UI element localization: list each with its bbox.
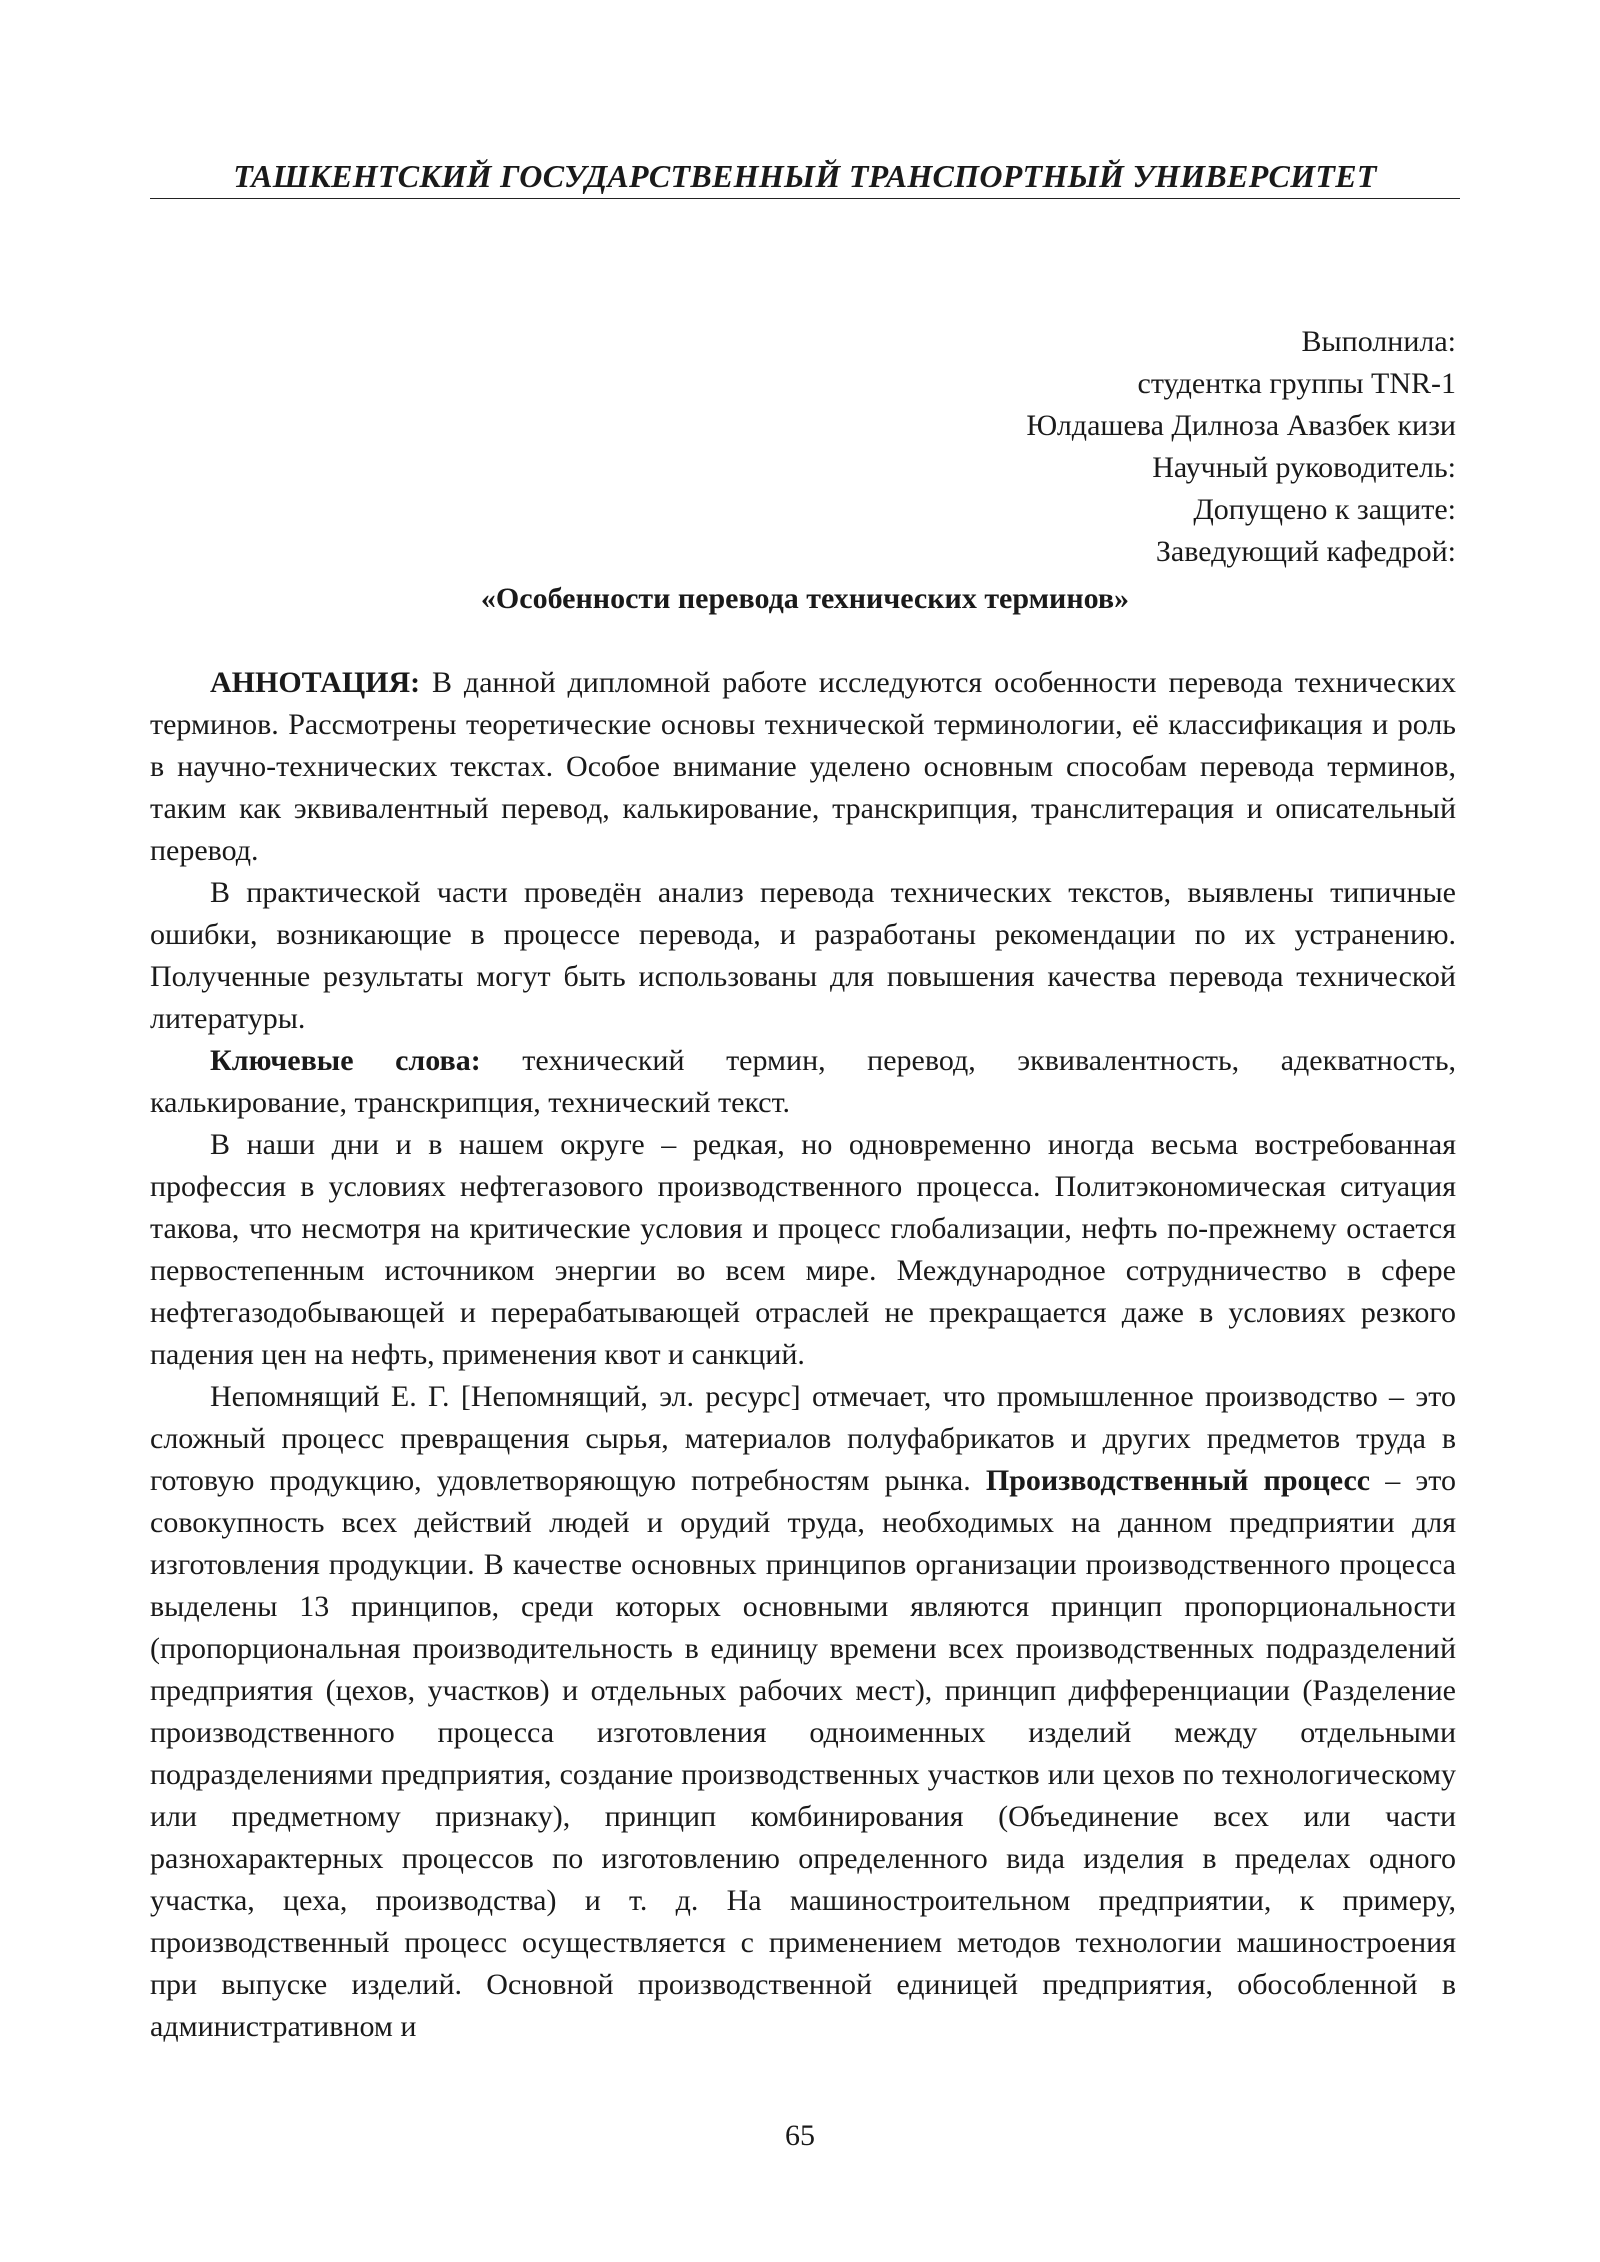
- keywords-label: Ключевые слова:: [210, 1044, 481, 1077]
- performed-by-label: Выполнила:: [1301, 325, 1456, 358]
- paper-title: «Особенности перевода технических терминов»: [480, 582, 1130, 615]
- university-header: ТАШКЕНТСКИЙ ГОСУДАРСТВЕННЫЙ ТРАНСПОРТНЫЙ УНИВЕРСИТЕТ: [233, 158, 1377, 194]
- header-divider: [150, 198, 1460, 199]
- annotation-text: В данной дипломной работе исследуются особенности перевода технических терминов. Рассмотрены теоретические основы технической терминологии, её классификация и роль в научно-технических текстах. Особое внимание уделено основным способам перевода терминов, таким как эквивалентный перевод, калькирование, транскрипция, транслитерация и описательный перевод.: [150, 666, 1456, 867]
- student-group: студентка группы TNR-1: [1137, 367, 1456, 400]
- supervisor-label: Научный руководитель:: [1152, 451, 1456, 484]
- annotation-paragraph: [150, 662, 1456, 872]
- student-name: Юлдашева Дилноза Авазбек кизи: [1026, 409, 1456, 442]
- admitted-label: Допущено к защите:: [1193, 493, 1456, 526]
- keywords-paragraph: [150, 1040, 1456, 1124]
- keywords-text: технический термин, перевод, эквивалентность, адекватность, калькирование, транскрипция, технический текст.: [150, 1044, 1456, 1119]
- oil-industry-paragraph: В наши дни и в нашем округе – редкая, но одновременно иногда весьма востребованная профессия в условиях нефтегазового производственного процесса. Политэкономическая ситуация такова, что несмотря на критические условия и процесс глобализации, нефть по-прежнему остается первостепенным источником энергии во всем мире. Международное сотрудничество в сфере нефтегазодобывающей и перерабатывающей отраслей не прекращается даже в условиях резкого падения цен на нефть, применения квот и санкций.: [150, 1128, 1456, 1371]
- head-of-department-label: Заведующий кафедрой:: [1155, 535, 1456, 568]
- author-info-block: [700, 321, 1456, 573]
- page-number: 65: [785, 2119, 815, 2152]
- production-bold-term: Производственный процесс: [985, 1464, 1371, 1497]
- production-process-paragraph: [150, 1376, 1456, 2048]
- practical-paragraph: В практической части проведён анализ перевода технических текстов, выявлены типичные ошибки, возникающие в процессе перевода, и разработаны рекомендации по их устранению. Полученные результаты могут быть использованы для повышения качества перевода технической литературы.: [150, 876, 1456, 1035]
- production-text-after: – это совокупность всех действий людей и орудий труда, необходимых на данном предприятии для изготовления продукции. В качестве основных принципов организации производственного процесса выделены 13 принципов, среди которых основными являются принцип пропорциональности (пропорциональная производительность в единицу времени всех производственных подразделений предприятия (цехов, участков) и отдельных рабочих мест), принцип дифференциации (Разделение производственного процесса изготовления одноименных изделий между отдельными подразделениями предприятия, создание производственных участков или цехов по технологическому или предметному признаку), принцип комбинирования (Объединение всех или части разнохарактерных процессов по изготовлению определенного вида изделия в пределах одного участка, цеха, производства) и т. д. На машиностроительном предприятии, к примеру, производственный процесс осуществляется с применением методов технологии машиностроения при выпуске изделий. Основной производственной единицей предприятия, обособленной в административном и: [150, 1464, 1456, 2043]
- annotation-label: АННОТАЦИЯ:: [210, 666, 421, 699]
- body-text: [150, 662, 1456, 2048]
- production-text-before: Непомнящий Е. Г. [Непомнящий, эл. ресурс] отмечает, что промышленное производство – это сложный процесс превращения сырья, материалов полуфабрикатов и других предметов труда в готовую продукцию, удовлетворяющую потребностям рынка.: [150, 1380, 1456, 1497]
